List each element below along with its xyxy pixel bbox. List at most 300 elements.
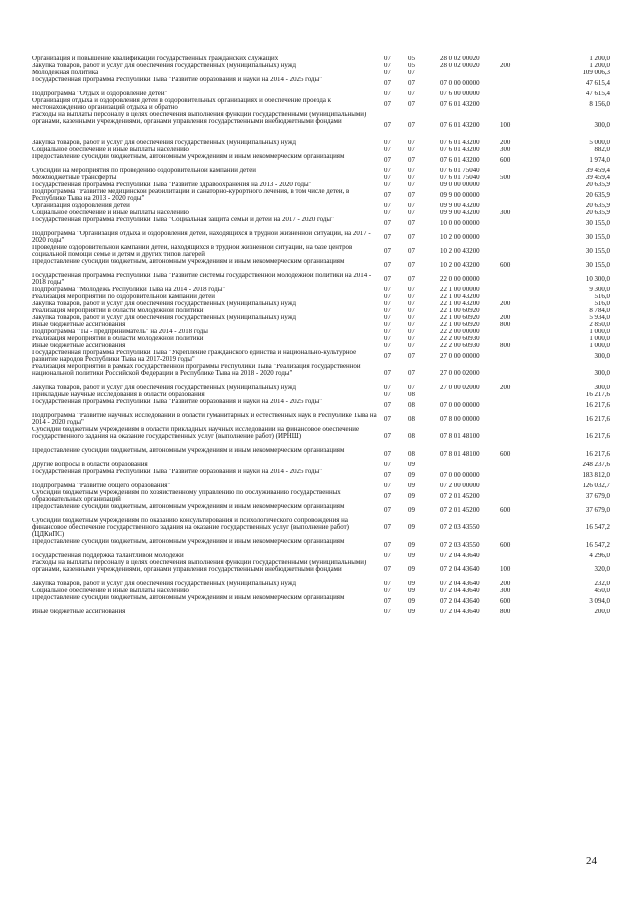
row-name: Государственная программа Республики Тыва "Развитие образования и науки на 2014 - 2025 годы" xyxy=(32,77,323,83)
row-target-item-code: 07 8 01 48100 xyxy=(440,433,480,441)
table-row xyxy=(32,350,610,364)
table-row xyxy=(32,308,610,315)
table-row xyxy=(32,490,610,504)
row-amount: 20 635,9 xyxy=(585,182,610,189)
row-expense-type-code: 800 xyxy=(500,322,511,329)
table-row xyxy=(32,518,610,539)
row-name: Закупка товаров, работ и услуг для обеспечения государственных (муниципальных) нужд xyxy=(32,63,296,69)
row-section-code: 07 xyxy=(384,581,391,588)
row-amount: 20 635,9 xyxy=(585,191,610,199)
row-amount: 10 300,0 xyxy=(585,275,610,283)
row-section-code: 07 xyxy=(384,219,391,227)
row-amount: 1 000,0 xyxy=(589,336,610,343)
row-amount: 320,0 xyxy=(594,566,610,574)
row-section-code: 07 xyxy=(384,91,391,98)
row-section-code: 07 xyxy=(384,275,391,283)
row-section-code: 07 xyxy=(384,566,391,574)
row-subsection-code: 07 xyxy=(408,322,415,329)
row-subsection-code: 08 xyxy=(408,392,415,399)
row-target-item-code: 07 2 03 43550 xyxy=(440,524,480,532)
row-subsection-code: 07 xyxy=(408,315,415,322)
row-expense-type-code: 500 xyxy=(500,175,511,182)
table-row xyxy=(32,301,610,308)
row-amount: 4 296,0 xyxy=(589,553,610,560)
row-expense-type-code xyxy=(500,518,540,539)
table-row xyxy=(32,63,610,70)
row-subsection-code: 07 xyxy=(408,219,415,227)
row-section-code: 07 xyxy=(384,329,391,336)
row-target-item-code: 22 2 00 60930 xyxy=(440,343,480,350)
row-expense-type-code: 200 xyxy=(500,385,511,392)
row-target-item-code: 22 1 00 43200 xyxy=(440,301,480,308)
table-row xyxy=(32,231,610,245)
row-target-item-code: 07 6 01 75040 xyxy=(440,168,480,175)
row-amount: 300,0 xyxy=(594,385,610,392)
row-amount: 516,0 xyxy=(594,301,610,308)
row-name: Реализация мероприятий в области молодежной политики xyxy=(32,308,204,314)
row-name: Государственная программа Республики Тыва "Развитие образования и науки на 2014 - 2025 годы" xyxy=(32,469,323,475)
row-name: Предоставление субсидий бюджетным, автономным учреждениям и иным некоммерческим организациям xyxy=(32,154,345,160)
row-amount: 5 934,0 xyxy=(589,315,610,322)
row-expense-type-code: 200 xyxy=(500,140,511,147)
row-target-item-code: 07 6 01 43200 xyxy=(440,156,480,164)
row-target-item-code xyxy=(440,462,500,469)
row-name: Проведение оздоровительной кампании детей, находящихся в трудной жизненной ситуации, на базе центров социальной помощи семье и детям и других типов лагерей xyxy=(32,245,353,258)
row-subsection-code: 07 xyxy=(408,329,415,336)
row-name: Организация оздоровления детей xyxy=(32,203,130,209)
row-subsection-code: 09 xyxy=(408,471,415,479)
row-subsection-code: 07 xyxy=(408,175,415,182)
row-expense-type-code xyxy=(500,231,540,245)
row-section-code: 07 xyxy=(384,261,391,269)
row-name: Субсидии бюджетным учреждениям по оказанию консультирования и психологического сопровождения на финансовое обеспечение государственного задания на оказание государственных услуг (выполнение работ) (ЦДКиПС) xyxy=(32,518,349,538)
row-section-code: 07 xyxy=(384,609,391,616)
row-name: Закупка товаров, работ и услуг для обеспечения государственных (муниципальных) нужд xyxy=(32,140,296,146)
row-target-item-code: 07 0 00 00000 xyxy=(440,471,480,479)
row-expense-type-code xyxy=(500,70,540,77)
row-expense-type-code xyxy=(500,392,540,399)
row-expense-type-code xyxy=(500,294,540,301)
row-target-item-code: 10 0 00 00000 xyxy=(440,219,480,227)
row-subsection-code: 09 xyxy=(408,492,415,500)
row-expense-type-code xyxy=(500,98,540,112)
row-amount: 16 217,6 xyxy=(585,450,610,458)
row-name: Подпрограмма "Молодежь Республики Тыва на 2014 - 2018 годы" xyxy=(32,287,226,293)
row-section-code: 07 xyxy=(384,301,391,308)
row-section-code: 07 xyxy=(384,63,391,70)
table-row xyxy=(32,539,610,553)
table-row xyxy=(32,112,610,140)
row-subsection-code: 09 xyxy=(408,553,415,560)
row-name: Иные бюджетные ассигнования xyxy=(32,609,126,615)
row-subsection-code: 05 xyxy=(408,63,415,70)
row-subsection-code: 09 xyxy=(408,609,415,616)
row-name: Закупка товаров, работ и услуг для обеспечения государственных (муниципальных) нужд xyxy=(32,301,296,307)
row-name: Государственная программа Республики Тыва "Развитие системы государственной молодежной политики на 2014 - 2018 годы" xyxy=(32,273,372,286)
row-target-item-code: 07 2 04 43640 xyxy=(440,609,480,616)
row-subsection-code: 07 xyxy=(408,294,415,301)
row-name: Организация отдыха и оздоровления детей в оздоровительных организациях и обеспечение проезда к местонахождению организаций отдыха и обратно xyxy=(32,98,331,111)
row-section-code: 07 xyxy=(384,233,391,241)
row-amount: 37 679,0 xyxy=(585,492,610,500)
row-target-item-code: 22 1 00 43200 xyxy=(440,294,480,301)
table-row xyxy=(32,273,610,287)
table-row xyxy=(32,560,610,581)
row-subsection-code: 07 xyxy=(408,156,415,164)
table-row xyxy=(32,595,610,609)
row-section-code: 07 xyxy=(384,415,391,423)
row-target-item-code xyxy=(440,70,500,77)
row-subsection-code: 07 xyxy=(408,308,415,315)
row-name: Закупка товаров, работ и услуг для обеспечения государственных (муниципальных) нужд xyxy=(32,581,296,587)
row-section-code: 07 xyxy=(384,322,391,329)
row-subsection-code: 09 xyxy=(408,597,415,605)
row-section-code: 07 xyxy=(384,203,391,210)
row-expense-type-code: 600 xyxy=(500,261,511,269)
row-name: Социальное обеспечение и иные выплаты населению xyxy=(32,210,189,216)
row-section-code: 07 xyxy=(384,56,391,63)
table-row xyxy=(32,329,610,336)
row-expense-type-code: 300 xyxy=(500,588,511,595)
row-amount: 1 000,0 xyxy=(589,343,610,350)
row-section-code: 07 xyxy=(384,506,391,514)
row-target-item-code: 07 2 00 00000 xyxy=(440,483,480,490)
row-amount: 2 850,0 xyxy=(589,322,610,329)
table-row xyxy=(32,210,610,217)
budget-table-body xyxy=(32,56,610,616)
row-subsection-code: 09 xyxy=(408,483,415,490)
row-target-item-code: 07 6 01 75040 xyxy=(440,175,480,182)
row-target-item-code: 07 8 01 48100 xyxy=(440,450,480,458)
row-expense-type-code xyxy=(500,203,540,210)
row-target-item-code: 27 0 00 02000 xyxy=(440,370,480,378)
row-section-code: 07 xyxy=(384,471,391,479)
row-subsection-code: 07 xyxy=(408,147,415,154)
table-row xyxy=(32,609,610,616)
row-expense-type-code: 600 xyxy=(500,597,511,605)
row-target-item-code: 22 1 00 00000 xyxy=(440,287,480,294)
row-target-item-code: 07 0 00 00000 xyxy=(440,401,480,409)
row-expense-type-code xyxy=(500,399,540,413)
row-name: Предоставление субсидий бюджетным, автономным учреждениям и иным некоммерческим организациям xyxy=(32,448,345,454)
row-subsection-code: 07 xyxy=(408,343,415,350)
row-amount: 9 300,0 xyxy=(589,287,610,294)
row-subsection-code: 07 xyxy=(408,247,415,255)
row-amount: 16 217,6 xyxy=(585,392,610,399)
row-target-item-code: 28 0 02 00020 xyxy=(440,56,480,63)
row-name: Предоставление субсидий бюджетным, автономным учреждениям и иным некоммерческим организациям xyxy=(32,539,345,545)
row-name: Государственная программа Республики Тыва "Развитие образования и науки на 2014 - 2025 годы" xyxy=(32,399,323,405)
row-amount: 248 237,6 xyxy=(582,462,610,469)
row-subsection-code: 07 xyxy=(408,140,415,147)
row-amount: 30 155,0 xyxy=(585,233,610,241)
row-target-item-code: 07 2 04 43640 xyxy=(440,566,480,574)
row-amount: 200,0 xyxy=(594,609,610,616)
row-expense-type-code xyxy=(500,91,540,98)
row-expense-type-code: 200 xyxy=(500,63,511,70)
row-section-code: 07 xyxy=(384,294,391,301)
row-target-item-code: 07 6 00 00000 xyxy=(440,91,480,98)
table-row xyxy=(32,483,610,490)
row-name: Подпрограмма "Отдых и оздоровление детей" xyxy=(32,91,168,97)
row-amount: 183 812,0 xyxy=(582,471,610,479)
row-name: Субсидии бюджетным учреждениям по хозяйственному управлению по обслуживанию государственных образовательных организаций xyxy=(32,490,341,503)
row-expense-type-code xyxy=(500,483,540,490)
row-subsection-code: 07 xyxy=(408,233,415,241)
table-row xyxy=(32,588,610,595)
row-name: Реализация мероприятий по оздоровительной кампании детей xyxy=(32,294,215,300)
row-subsection-code: 09 xyxy=(408,524,415,532)
table-row xyxy=(32,98,610,112)
row-expense-type-code xyxy=(500,182,540,189)
row-target-item-code: 10 2 00 43200 xyxy=(440,247,480,255)
table-row xyxy=(32,581,610,588)
row-name: Реализация мероприятий в области молодежной политики xyxy=(32,336,204,342)
row-target-item-code: 22 1 00 60920 xyxy=(440,322,480,329)
row-expense-type-code xyxy=(500,217,540,231)
row-section-code: 07 xyxy=(384,100,391,108)
row-name: Подпрограмма "Развитие медицинской реабилитации и санаторно-курортного лечения, в том числе детей, в Республике Тыва на 2013 - 2020 годы" xyxy=(32,189,350,202)
row-name: Иные бюджетные ассигнования xyxy=(32,322,126,328)
row-section-code: 07 xyxy=(384,370,391,378)
row-expense-type-code xyxy=(500,168,540,175)
row-target-item-code: 28 0 02 00020 xyxy=(440,63,480,70)
row-section-code: 07 xyxy=(384,191,391,199)
row-expense-type-code xyxy=(500,427,540,448)
table-row xyxy=(32,182,610,189)
row-name: Государственная программа Республики Тыва "Социальная защита семьи и детей на 2017 - 2020 годы" xyxy=(32,217,334,223)
budget-table xyxy=(32,56,610,616)
row-subsection-code: 07 xyxy=(408,261,415,269)
row-subsection-code: 07 xyxy=(408,210,415,217)
row-expense-type-code xyxy=(500,350,540,364)
row-section-code: 07 xyxy=(384,483,391,490)
row-expense-type-code xyxy=(500,364,540,385)
row-target-item-code: 07 6 01 43200 xyxy=(440,121,480,129)
row-section-code: 07 xyxy=(384,182,391,189)
row-subsection-code: 07 xyxy=(408,275,415,283)
row-subsection-code: 08 xyxy=(408,401,415,409)
row-expense-type-code xyxy=(500,77,540,91)
row-expense-type-code xyxy=(500,329,540,336)
row-expense-type-code xyxy=(500,287,540,294)
row-name: Предоставление субсидий бюджетным, автономным учреждениям и иным некоммерческим организациям xyxy=(32,259,345,265)
row-amount: 882,0 xyxy=(594,147,610,154)
row-expense-type-code: 600 xyxy=(500,541,511,549)
row-target-item-code: 07 2 04 43640 xyxy=(440,581,480,588)
row-section-code: 07 xyxy=(384,156,391,164)
row-target-item-code: 07 6 01 43200 xyxy=(440,140,480,147)
row-name: Молодежная политика xyxy=(32,70,99,76)
row-amount: 39 459,4 xyxy=(585,168,610,175)
table-row xyxy=(32,448,610,462)
table-row xyxy=(32,399,610,413)
table-row xyxy=(32,154,610,168)
row-section-code: 07 xyxy=(384,315,391,322)
row-name: Социальное обеспечение и иные выплаты населению xyxy=(32,588,189,594)
row-amount: 5 000,0 xyxy=(589,140,610,147)
row-subsection-code: 08 xyxy=(408,415,415,423)
table-row xyxy=(32,343,610,350)
row-target-item-code: 09 9 00 43200 xyxy=(440,203,480,210)
row-target-item-code: 07 2 03 43550 xyxy=(440,541,480,549)
row-section-code: 07 xyxy=(384,433,391,441)
row-section-code: 07 xyxy=(384,597,391,605)
row-target-item-code: 09 9 00 43200 xyxy=(440,210,480,217)
table-row xyxy=(32,140,610,147)
row-section-code: 07 xyxy=(384,352,391,360)
row-target-item-code: 07 2 04 43640 xyxy=(440,588,480,595)
table-row xyxy=(32,336,610,343)
row-target-item-code: 22 2 00 00000 xyxy=(440,329,480,336)
row-expense-type-code: 600 xyxy=(500,450,511,458)
row-name: Расходы на выплаты персоналу в целях обеспечения выполнения функций государственными (муниципальными) органами, казенными учреждениями, органами управления государственными внебюджетными фондами xyxy=(32,112,367,125)
row-amount: 300,0 xyxy=(594,121,610,129)
row-expense-type-code xyxy=(500,462,540,469)
row-name: Подпрограмма "Ты - предприниматель" на 2014 - 2018 годы xyxy=(32,329,208,335)
row-amount: 16 217,6 xyxy=(585,433,610,441)
row-target-item-code: 10 2 00 43200 xyxy=(440,261,480,269)
row-section-code: 07 xyxy=(384,308,391,315)
row-expense-type-code xyxy=(500,308,540,315)
table-row xyxy=(32,70,610,77)
row-subsection-code: 09 xyxy=(408,506,415,514)
row-subsection-code: 07 xyxy=(408,121,415,129)
row-target-item-code: 27 0 00 00000 xyxy=(440,352,480,360)
row-amount: 30 155,0 xyxy=(585,261,610,269)
table-row xyxy=(32,168,610,175)
row-amount: 1 200,0 xyxy=(589,56,610,63)
row-amount: 126 032,7 xyxy=(582,483,610,490)
row-expense-type-code: 200 xyxy=(500,301,511,308)
row-target-item-code: 07 2 01 45200 xyxy=(440,492,480,500)
table-row xyxy=(32,427,610,448)
row-expense-type-code xyxy=(500,553,540,560)
row-amount: 1 000,0 xyxy=(589,329,610,336)
row-amount: 20 635,9 xyxy=(585,210,610,217)
row-section-code: 07 xyxy=(384,385,391,392)
row-section-code: 07 xyxy=(384,343,391,350)
row-amount: 109 006,3 xyxy=(582,70,610,77)
table-row xyxy=(32,189,610,203)
table-row xyxy=(32,294,610,301)
table-row xyxy=(32,504,610,518)
table-row xyxy=(32,217,610,231)
row-name: Закупка товаров, работ и услуг для обеспечения государственных (муниципальных) нужд xyxy=(32,315,296,321)
row-amount: 16 547,2 xyxy=(585,524,610,532)
row-expense-type-code: 600 xyxy=(500,156,511,164)
row-expense-type-code xyxy=(500,189,540,203)
table-row xyxy=(32,245,610,259)
row-section-code: 07 xyxy=(384,287,391,294)
row-section-code: 07 xyxy=(384,140,391,147)
row-expense-type-code xyxy=(500,245,540,259)
row-amount: 16 547,2 xyxy=(585,541,610,549)
row-target-item-code xyxy=(440,392,500,399)
row-amount: 37 679,0 xyxy=(585,506,610,514)
row-amount: 232,0 xyxy=(594,581,610,588)
row-section-code: 07 xyxy=(384,79,391,87)
row-section-code: 07 xyxy=(384,541,391,549)
row-section-code: 07 xyxy=(384,336,391,343)
row-name: Государственная поддержка талантливой молодежи xyxy=(32,553,184,559)
row-name: Межбюджетные трансферты xyxy=(32,175,117,181)
row-name: Иные бюджетные ассигнования xyxy=(32,343,126,349)
table-row xyxy=(32,91,610,98)
row-subsection-code: 07 xyxy=(408,191,415,199)
row-target-item-code: 09 0 00 00000 xyxy=(440,182,480,189)
row-amount: 8 156,0 xyxy=(589,100,610,108)
row-amount: 30 155,0 xyxy=(585,219,610,227)
row-target-item-code: 22 1 00 60920 xyxy=(440,308,480,315)
row-name: Предоставление субсидий бюджетным, автономным учреждениям и иным некоммерческим организациям xyxy=(32,504,345,510)
row-target-item-code: 07 8 00 00000 xyxy=(440,415,480,423)
row-amount: 47 615,4 xyxy=(585,91,610,98)
table-row xyxy=(32,315,610,322)
table-row xyxy=(32,147,610,154)
row-expense-type-code: 200 xyxy=(500,581,511,588)
row-target-item-code: 07 2 04 43640 xyxy=(440,597,480,605)
row-section-code: 07 xyxy=(384,401,391,409)
table-row xyxy=(32,392,610,399)
row-expense-type-code xyxy=(500,469,540,483)
row-name: Подпрограмма "Развитие общего образования" xyxy=(32,483,171,489)
row-subsection-code: 07 xyxy=(408,352,415,360)
row-target-item-code: 22 1 00 60920 xyxy=(440,315,480,322)
row-expense-type-code xyxy=(500,490,540,504)
row-expense-type-code xyxy=(500,273,540,287)
row-subsection-code: 07 xyxy=(408,301,415,308)
row-name: Предоставление субсидий бюджетным, автономным учреждениям и иным некоммерческим организациям xyxy=(32,595,345,601)
row-section-code: 07 xyxy=(384,175,391,182)
row-amount: 300,0 xyxy=(594,352,610,360)
row-target-item-code: 07 6 01 43200 xyxy=(440,147,480,154)
row-subsection-code: 09 xyxy=(408,588,415,595)
row-amount: 1 974,0 xyxy=(589,156,610,164)
table-row xyxy=(32,413,610,427)
row-expense-type-code: 200 xyxy=(500,315,511,322)
row-section-code: 07 xyxy=(384,247,391,255)
row-name: Социальное обеспечение и иные выплаты населению xyxy=(32,147,189,153)
row-subsection-code: 07 xyxy=(408,79,415,87)
row-expense-type-code: 100 xyxy=(500,121,511,129)
row-target-item-code: 07 6 01 43200 xyxy=(440,100,480,108)
row-section-code: 07 xyxy=(384,524,391,532)
row-amount: 300,0 xyxy=(594,370,610,378)
table-row xyxy=(32,259,610,273)
row-subsection-code: 09 xyxy=(408,581,415,588)
row-subsection-code: 05 xyxy=(408,56,415,63)
row-expense-type-code: 100 xyxy=(500,566,511,574)
row-subsection-code: 07 xyxy=(408,168,415,175)
row-subsection-code: 07 xyxy=(408,287,415,294)
row-expense-type-code xyxy=(500,336,540,343)
row-name: Субсидии на мероприятия по проведению оздоровительной кампании детей xyxy=(32,168,256,174)
table-row xyxy=(32,77,610,91)
row-target-item-code: 07 2 04 43640 xyxy=(440,553,480,560)
row-section-code: 07 xyxy=(384,121,391,129)
row-expense-type-code: 800 xyxy=(500,343,511,350)
row-amount: 47 615,4 xyxy=(585,79,610,87)
row-subsection-code: 07 xyxy=(408,182,415,189)
row-section-code: 07 xyxy=(384,70,391,77)
row-name: Другие вопросы в области образования xyxy=(32,462,148,468)
row-section-code: 07 xyxy=(384,462,391,469)
row-subsection-code: 07 xyxy=(408,70,415,77)
row-name: Подпрограмма "Развитие научных исследований в области гуманитарных и естественных наук в Республике Тыва на 2014 - 2020 годы" xyxy=(32,413,377,426)
row-expense-type-code: 300 xyxy=(500,210,511,217)
row-amount: 30 155,0 xyxy=(585,247,610,255)
